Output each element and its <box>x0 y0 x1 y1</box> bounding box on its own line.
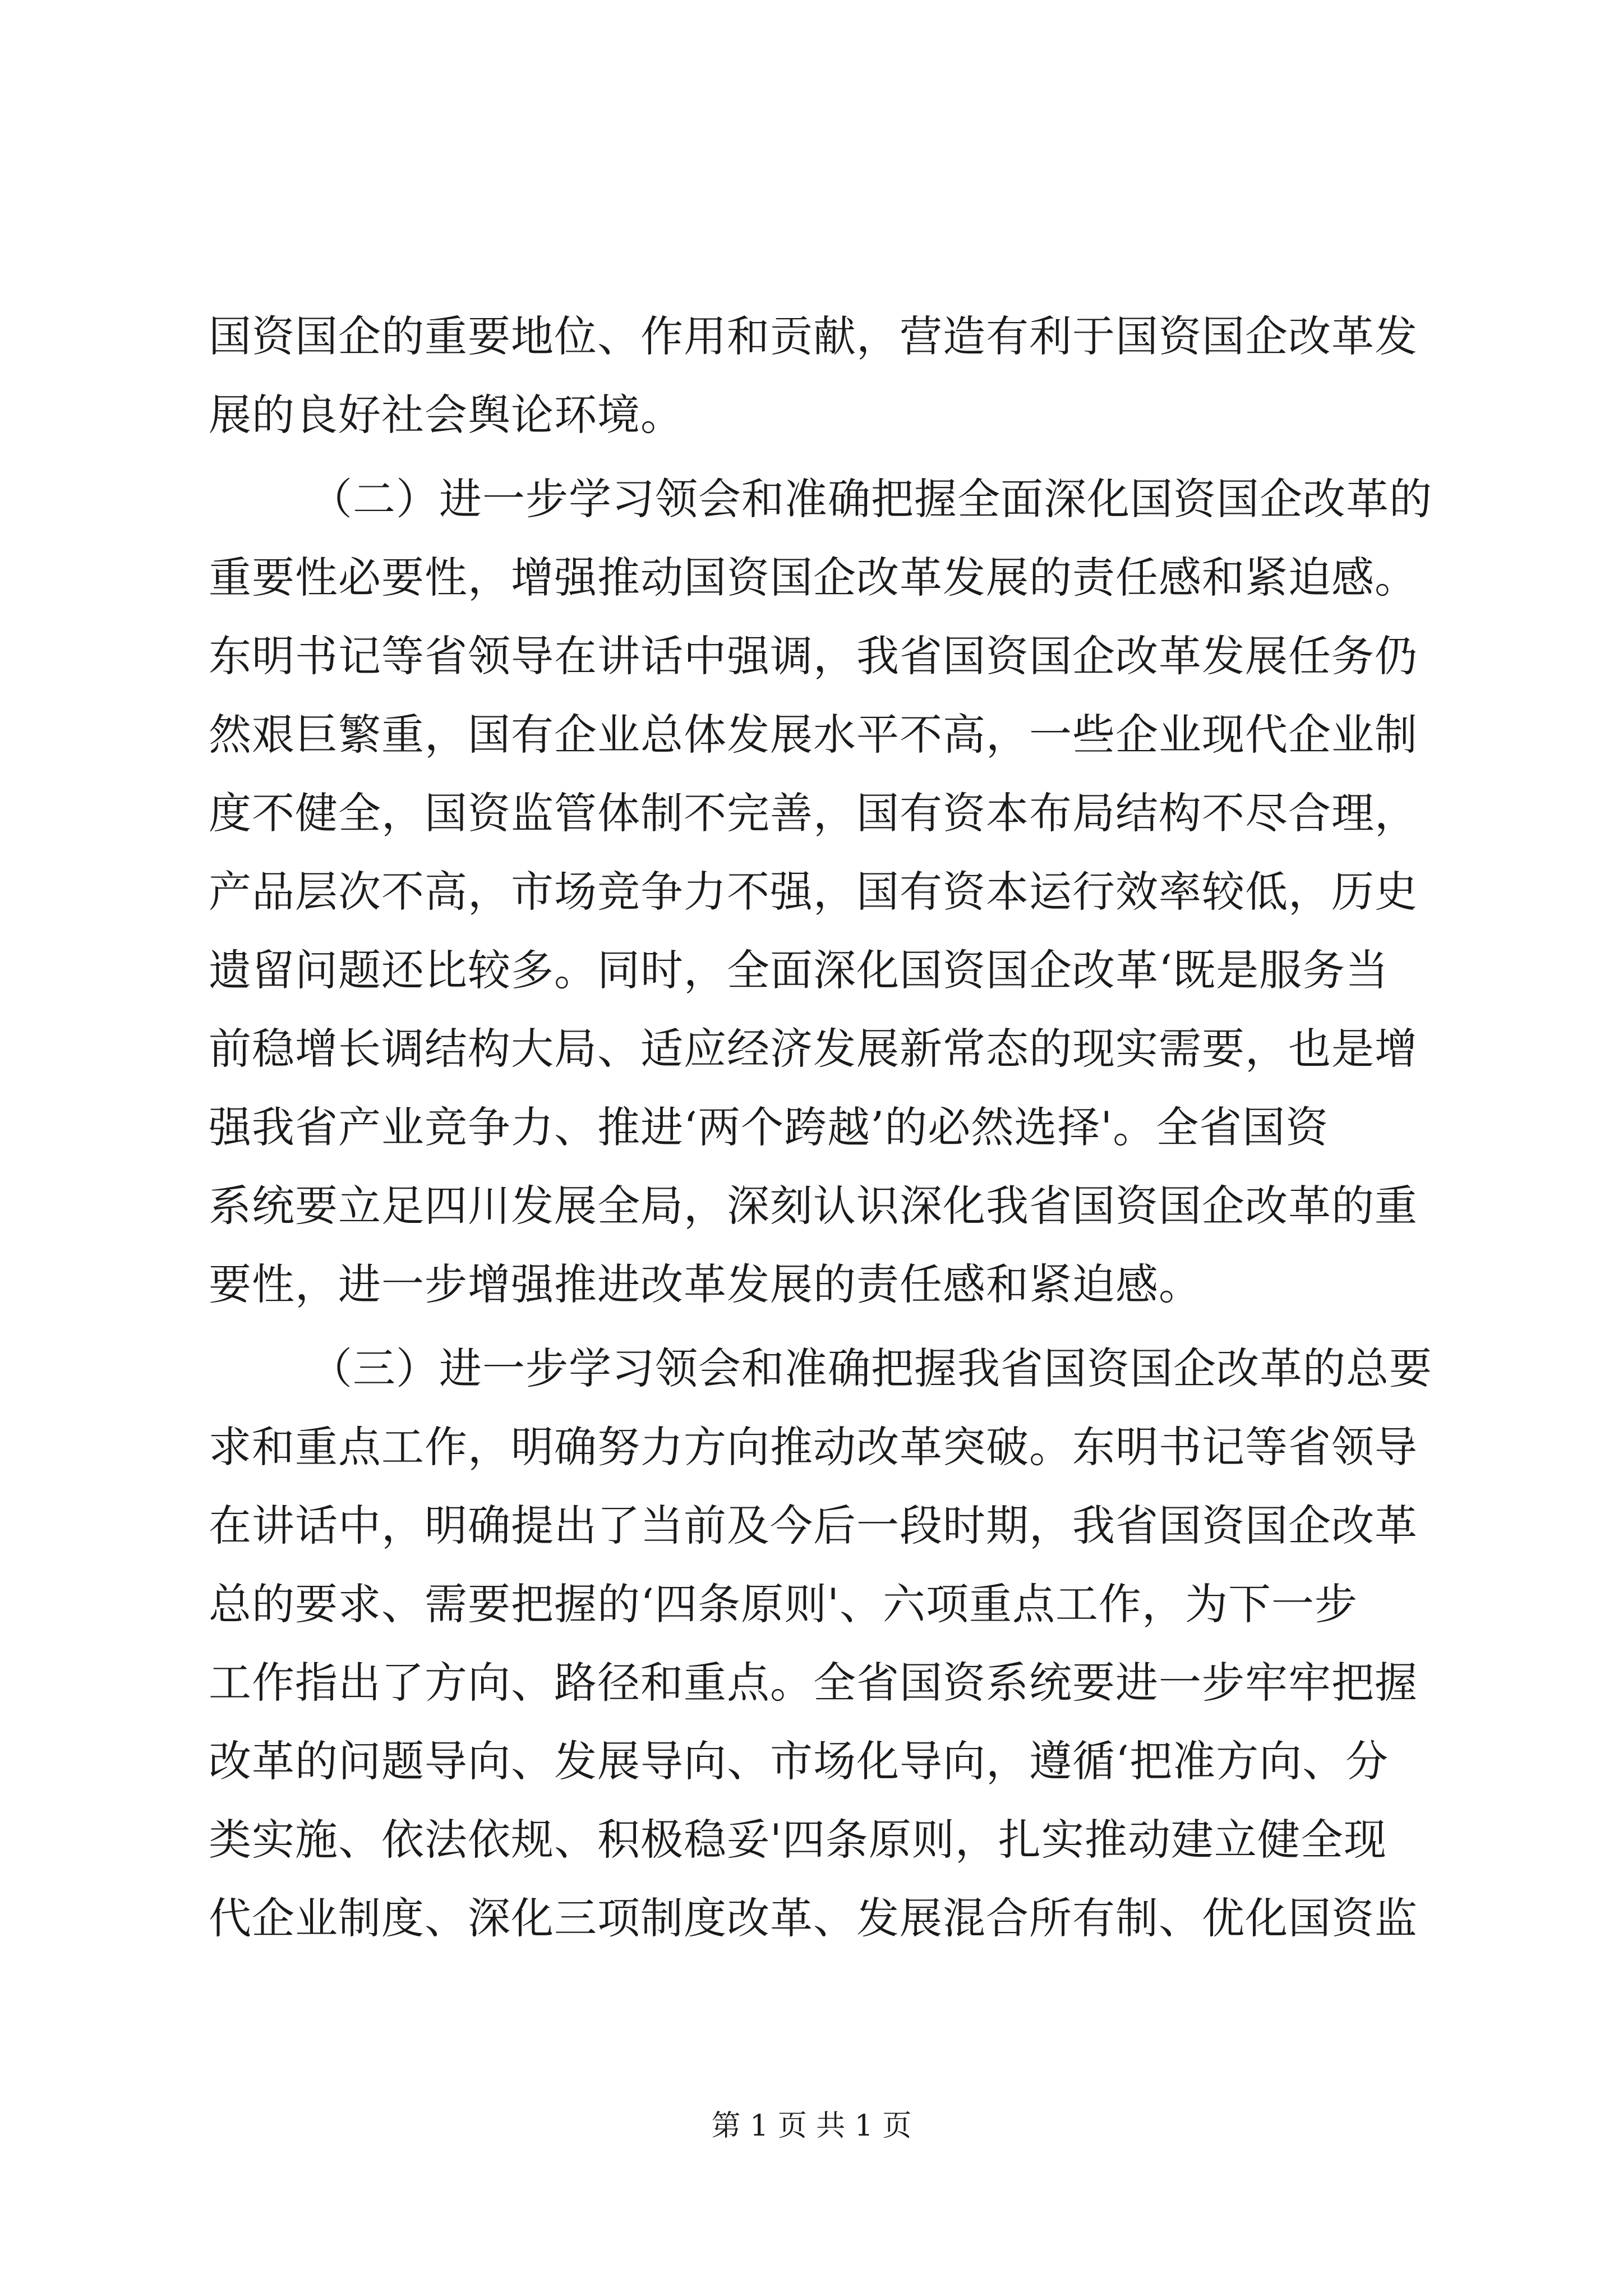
paragraph-start-line: （三）进一步学习领会和准确把握我省国资国企改革的总要 <box>310 1343 1432 1393</box>
text-line: 强我省产业竞争力、推进‘两个跨越’的必然选择'。全省国资 <box>209 1102 1329 1152</box>
text-line: 总的要求、需要把握的‘四条原则'、六项重点工作，为下一步 <box>209 1579 1358 1629</box>
text-line: 改革的问题导向、发展导向、市场化导向，遵循‘把准方向、分 <box>209 1736 1389 1786</box>
text-line: 国资国企的重要地位、作用和贡献，营造有利于国资国企改革发 <box>209 311 1418 361</box>
page-number-footer: 第 1 页 共 1 页 <box>711 2109 912 2143</box>
text-line: 系统要立足四川发展全局，深刻认识深化我省国资国企改革的重 <box>209 1181 1418 1231</box>
text-line: 产品层次不高，市场竞争力不强，国有资本运行效率较低，历史 <box>209 867 1418 917</box>
text-line: 类实施、依法依规、积极稳妥'四条原则，扎实推动建立健全现 <box>209 1815 1387 1865</box>
text-line: 前稳增长调结构大局、适应经济发展新常态的现实需要，也是增 <box>209 1024 1418 1074</box>
text-line: 在讲话中，明确提出了当前及今后一段时期，我省国资国企改革 <box>209 1501 1418 1550</box>
text-line: 然艰巨繁重，国有企业总体发展水平不高，一些企业现代企业制 <box>209 710 1418 760</box>
text-line: 重要性必要性，增强推动国资国企改革发展的责任感和紧迫感。 <box>209 553 1418 602</box>
text-line: 要性，进一步增强推进改革发展的责任感和紧迫感。 <box>209 1259 1202 1309</box>
text-line: 求和重点工作，明确努力方向推动改革突破。东明书记等省领导 <box>209 1422 1418 1472</box>
text-line: 展的良好社会舆论环境。 <box>209 390 684 440</box>
paragraph-start-line: （二）进一步学习领会和准确把握全面深化国资国企改革的 <box>310 474 1432 524</box>
text-line: 东明书记等省领导在讲话中强调，我省国资国企改革发展任务仍 <box>209 631 1418 681</box>
text-line: 遗留问题还比较多。同时，全面深化国资国企改革‘既是服务当 <box>209 945 1389 995</box>
text-line: 度不健全，国资监管体制不完善，国有资本布局结构不尽合理， <box>209 788 1418 838</box>
text-line: 工作指出了方向、路径和重点。全省国资系统要进一步牢牢把握 <box>209 1658 1418 1708</box>
text-line: 代企业制度、深化三项制度改革、发展混合所有制、优化国资监 <box>209 1893 1418 1943</box>
